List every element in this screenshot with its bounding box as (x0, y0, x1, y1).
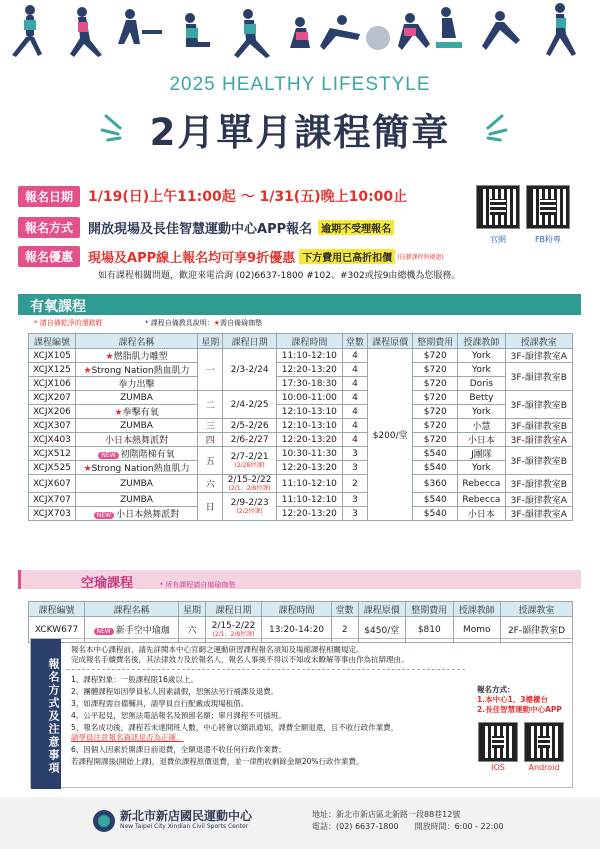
course-code: XCJX607 (29, 475, 76, 493)
ios-qr-code[interactable] (479, 723, 517, 761)
course-name (76, 507, 198, 521)
instructor: 小慧 (458, 419, 505, 433)
signup-method-row (18, 217, 478, 237)
notes-item-3: 3、如課程需自備輔具，請學員自行配戴或現場租借。 (71, 699, 249, 708)
column-header: 課程編號 (29, 602, 85, 617)
course-dates (223, 475, 276, 493)
instructor: Rebecca (458, 493, 505, 507)
course-time: 11:10-12:10 (276, 475, 342, 493)
discount-exclusion: (技藝課程無優惠) (397, 253, 444, 261)
notes-item-4: 4、公平起見，恕無法電話報名及預留名額；單月課程不可插班。 (71, 711, 286, 720)
signup-date-tag: 報名日期 (18, 186, 80, 207)
session-count: 4 (342, 433, 367, 447)
website-qr-code[interactable] (477, 186, 519, 228)
course-name-text: 小日本熱舞派對 (105, 436, 169, 446)
total-fee: $540 (413, 507, 458, 521)
course-name-text: 拳擊有氧 (122, 408, 159, 418)
column-header: 星期 (198, 334, 223, 349)
new-badge: NEW (94, 512, 114, 519)
course-name-text: ZUMBA (120, 392, 153, 403)
aerial-section-heading (18, 570, 581, 589)
table-row (29, 507, 573, 521)
website-qr-label: 官網 (490, 235, 506, 244)
notes-intro-1: 報名本中心課程前，請先詳閱本中心官網之運動研習課程報名須知及場館課程相關規定。 (71, 645, 364, 654)
equipment-note-text: 需自備瑜珈墊 (220, 319, 263, 327)
aerial-mat-note: * 所有課程請自備瑜珈墊 (159, 581, 236, 589)
suspension-note: (2/1、2/8停課) (228, 485, 271, 492)
classroom: 3F-韻律教室A (505, 349, 572, 363)
column-header: 堂數 (331, 602, 358, 617)
new-badge: NEW (94, 628, 114, 635)
course-date-text: 2/4-2/25 (230, 399, 269, 410)
total-fee: $720 (413, 349, 458, 363)
column-header: 課程時間 (262, 602, 332, 617)
notes-intro-2: 完成報名手續費名後，其法律效力及於報名人，報名人事後不得以不知或未瞭解等事由作為抗辯理由。 (71, 655, 409, 664)
column-header: 授課教室 (501, 602, 573, 617)
center-name: 新北市新店國民運動中心 (120, 809, 253, 823)
instructor: Doris (458, 377, 505, 391)
course-code: XCJX206 (29, 405, 76, 419)
column-header: 星期 (179, 602, 206, 617)
column-header: 課程名稱 (85, 602, 179, 617)
star-icon: ★ (105, 352, 114, 362)
notes-item-5b: 請學員注意報名資訊是否為正確。 (71, 733, 184, 742)
instructor: Betty (458, 391, 505, 405)
course-time: 12:20-13:20 (276, 433, 342, 447)
instructor: 小日本 (458, 433, 505, 447)
session-count: 4 (342, 363, 367, 377)
instructor: 小日本 (458, 507, 505, 521)
notes-divider (67, 669, 465, 670)
signup-method-text: 開放現場及長佳智慧運動中心APP報名 (88, 221, 313, 237)
classroom: 3F-韻律教室A (505, 507, 572, 521)
unit-price: $200/堂 (368, 349, 413, 521)
table-row (29, 493, 573, 507)
course-name (76, 433, 198, 447)
weekday: 六 (179, 617, 206, 643)
course-name-text: 拳力出擊 (118, 380, 155, 390)
footer (0, 797, 600, 849)
weekday: 四 (198, 433, 223, 447)
course-date-text: 2/15-2/22 (211, 621, 256, 631)
apply-title: 報名方式： (477, 685, 515, 694)
notes-item-6b: 若課程開課後(開始上課)，退費依課程原價退費，並一律酌收剩餘金額20%行政作業費。 (71, 757, 364, 766)
course-name (76, 447, 198, 461)
course-name-text: 新手空中瑜珈 (115, 626, 170, 636)
session-count: 3 (342, 447, 367, 461)
instructor: York (458, 349, 505, 363)
session-count: 3 (342, 507, 367, 521)
course-code: XCJX525 (29, 461, 76, 475)
course-time: 10:30-11:30 (276, 447, 342, 461)
classroom: 3F-韻律教室B (505, 363, 572, 391)
aerobic-shoe-note: * 請自備乾淨的運動鞋 (34, 319, 103, 327)
notes-item-6: 6、因個人因素於開課日前退費，全額退還不收任何行政作業費； (71, 745, 286, 754)
suspension-note: (2/2停課) (236, 508, 263, 515)
column-header: 整期費用 (413, 334, 458, 349)
course-name (76, 405, 198, 419)
discount-tag: 報名優惠 (18, 246, 80, 267)
table-row (29, 419, 573, 433)
weekday: 一 (198, 349, 223, 391)
column-header: 課程日期 (223, 334, 276, 349)
page-title: 2月單月課程簡章 (149, 111, 451, 154)
course-dates (223, 447, 276, 475)
instructor: Rebecca (458, 475, 505, 493)
course-time: 11:10-12:10 (276, 493, 342, 507)
aerobic-table-header (29, 334, 573, 349)
column-header: 課程編號 (29, 334, 76, 349)
course-code: XCJX125 (29, 363, 76, 377)
suspension-note: (2/1、2/8停課) (212, 631, 255, 638)
notes-item-2: 2、團體課程如因學員私人因素請假，恕無法另行補課及退費。 (71, 687, 279, 696)
course-dates (223, 391, 276, 419)
instructor: York (458, 405, 505, 419)
course-dates (223, 349, 276, 391)
course-name-text: 燃脂肌力雕塑 (113, 352, 168, 362)
course-time: 17:30-18:30 (276, 377, 342, 391)
notes-item-5: 5、報名成功後，課程若未達開班人數，中心將會以簡訊通知，課費全額退還，且不收行政作業費， (71, 723, 399, 732)
course-code: XCJX105 (29, 349, 76, 363)
center-name-en: New Taipei City Xindian Civil Sports Center (120, 823, 249, 830)
total-fee: $720 (413, 433, 458, 447)
course-name (76, 391, 198, 405)
late-signup-note: 逾期不受理報名 (318, 220, 394, 235)
discount-note: 下方費用已高折扣價 (299, 249, 395, 264)
course-date-text: 2/5-2/26 (230, 420, 269, 431)
classroom: 3F-韻律教室B (505, 419, 572, 433)
year-subtitle: 2025 HEALTHY LIFESTYLE (169, 74, 431, 95)
aerial-table-header (29, 602, 573, 617)
course-name-text: ZUMBA (120, 478, 153, 489)
weekday: 三 (198, 419, 223, 433)
column-header: 授課教師 (453, 602, 501, 617)
ios-label: IOS (491, 763, 505, 772)
new-badge: NEW (98, 452, 118, 459)
facebook-qr-code[interactable] (527, 186, 569, 228)
table-row (29, 433, 573, 447)
total-fee: $810 (406, 617, 454, 643)
weekday: 日 (198, 493, 223, 521)
course-dates (223, 419, 276, 433)
total-fee: $720 (413, 405, 458, 419)
session-count: 4 (342, 377, 367, 391)
course-name (76, 461, 198, 475)
total-fee: $720 (413, 391, 458, 405)
classroom: 2F-韻律教室D (501, 617, 573, 643)
course-name-text: Strong Nation熱血肌力 (91, 464, 190, 474)
course-dates (223, 433, 276, 447)
course-code: XCJX512 (29, 447, 76, 461)
notes-item-1: 1、課程對象：一般課程限16歲以上。 (71, 675, 198, 684)
session-count: 2 (331, 617, 358, 643)
course-code: XCJX707 (29, 493, 76, 507)
session-count: 4 (342, 391, 367, 405)
course-code: XCJX703 (29, 507, 76, 521)
course-time: 10:00-11:00 (276, 391, 342, 405)
aerobic-section-heading: 有氧課程 (18, 294, 581, 315)
table-row (29, 461, 573, 475)
course-name (76, 493, 198, 507)
classroom: 3F-韻律教室B (505, 391, 572, 419)
course-code: XCJX207 (29, 391, 76, 405)
course-time: 11:10-12:10 (276, 349, 342, 363)
instructor: York (458, 363, 505, 377)
star-icon: ★ (114, 408, 123, 418)
column-header: 堂數 (342, 334, 367, 349)
table-row (29, 447, 573, 461)
apply-counter: 1.本中心1、3樓櫃台 (477, 695, 549, 704)
course-date-text: 2/3-2/24 (230, 364, 269, 375)
total-fee: $720 (413, 363, 458, 377)
table-row (29, 349, 573, 363)
classroom: 3F-韻律教室A (505, 493, 572, 507)
total-fee: $720 (413, 377, 458, 391)
session-count: 2 (342, 475, 367, 493)
column-header: 課程時間 (276, 334, 342, 349)
course-code: XCJX307 (29, 419, 76, 433)
android-qr-code[interactable] (525, 723, 563, 761)
center-logo-icon (92, 809, 116, 833)
course-name-text: ZUMBA (120, 420, 153, 431)
aerial-course-table (28, 601, 573, 643)
table-row (29, 391, 573, 405)
table-row (29, 377, 573, 391)
total-fee: $720 (413, 419, 458, 433)
total-fee: $540 (413, 447, 458, 461)
table-row (29, 475, 573, 493)
column-header: 授課教師 (458, 334, 505, 349)
discount-row (18, 246, 478, 266)
course-time: 12:20-13:20 (276, 507, 342, 521)
total-fee: $540 (413, 461, 458, 475)
course-time: 12:10-13:10 (276, 405, 342, 419)
classroom: 3F-韻律教室A (505, 433, 572, 447)
unit-price: $450/堂 (358, 617, 406, 643)
instructor: York (458, 461, 505, 475)
star-icon: ★ (83, 366, 92, 376)
session-count: 4 (342, 419, 367, 433)
course-name-text: 初階階梯有氧 (120, 450, 175, 460)
course-date-text: 2/15-2/22 (227, 475, 272, 485)
classroom: 3F-韻律教室B (505, 475, 572, 493)
weekday: 六 (198, 475, 223, 493)
android-label: Android (528, 763, 560, 772)
course-code: XCJX403 (29, 433, 76, 447)
table-row (29, 363, 573, 377)
course-dates (223, 493, 276, 521)
weekday: 五 (198, 447, 223, 475)
classroom: 3F-韻律教室B (505, 447, 572, 475)
weekday: 二 (198, 391, 223, 419)
column-header: 課程日期 (205, 602, 261, 617)
aerial-heading-text: 空瑜課程 (81, 576, 134, 591)
signup-date-row (18, 186, 478, 206)
column-header: 課程原價 (368, 334, 413, 349)
suspension-note: (2/28停課) (234, 462, 265, 469)
course-name (76, 363, 198, 377)
contact-line: 如有課程相關問題，歡迎來電洽詢 (02)6637-1800 #102、#302或按9由總機為您服務。 (98, 271, 461, 281)
course-date-text: 2/7-2/21 (230, 452, 269, 462)
course-code: XCJX106 (29, 377, 76, 391)
course-date-text: 2/9-2/23 (230, 498, 269, 508)
instructor: Momo (453, 617, 501, 643)
course-time: 12:10-13:10 (276, 419, 342, 433)
apply-app: 2.長佳智慧運動中心APP (477, 705, 562, 714)
column-header: 課程名稱 (76, 334, 198, 349)
column-header: 授課教室 (505, 334, 572, 349)
table-row (29, 405, 573, 419)
signup-date-text: 1/19(日)上午11:00起 ～ 1/31(五)晚上10:00止 (88, 189, 408, 205)
course-time: 12:20-13:20 (276, 461, 342, 475)
instructor: J團隊 (458, 447, 505, 461)
session-count: 4 (342, 349, 367, 363)
total-fee: $360 (413, 475, 458, 493)
equipment-note-label: * 課程自備教具說明： (145, 319, 214, 327)
notes-side-label: 報名方式及注意事項 (31, 639, 61, 789)
course-name-text: ZUMBA (120, 494, 153, 505)
exercise-figures-illustration (0, 0, 600, 62)
course-name (76, 475, 198, 493)
course-name (76, 419, 198, 433)
session-count: 4 (342, 405, 367, 419)
center-phone-hours: 電話：(02) 6637-1800 開放時間：6:00 - 22:00 (312, 822, 504, 831)
signup-method-tag: 報名方式 (18, 217, 80, 238)
column-header: 整期費用 (406, 602, 454, 617)
aerobic-course-table (28, 333, 573, 521)
course-time: 13:20-14:20 (262, 617, 332, 643)
course-code: XCKW677 (29, 617, 85, 643)
course-time: 12:20-13:20 (276, 363, 342, 377)
hero-illustration (0, 0, 600, 62)
course-name (76, 377, 198, 391)
session-count: 3 (342, 461, 367, 475)
discount-text: 現場及APP線上報名均可享9折優惠 (88, 250, 296, 266)
course-date-text: 2/6-2/27 (230, 434, 269, 445)
facebook-qr-label: FB粉專 (534, 235, 562, 244)
course-name (76, 349, 198, 363)
star-icon: ★ (83, 464, 92, 474)
total-fee: $540 (413, 493, 458, 507)
session-count: 3 (342, 493, 367, 507)
course-name-text: Strong Nation熱血肌力 (91, 366, 190, 376)
aerobic-equipment-note (145, 318, 262, 328)
star-icon: ★ (213, 319, 221, 327)
registration-notes-box (30, 638, 573, 788)
center-address: 地址：新北市新店區北新路一段88巷12號 (312, 810, 461, 819)
column-header: 課程原價 (358, 602, 406, 617)
course-name-text: 小日本熱舞派對 (116, 510, 180, 520)
apply-methods (477, 685, 562, 715)
